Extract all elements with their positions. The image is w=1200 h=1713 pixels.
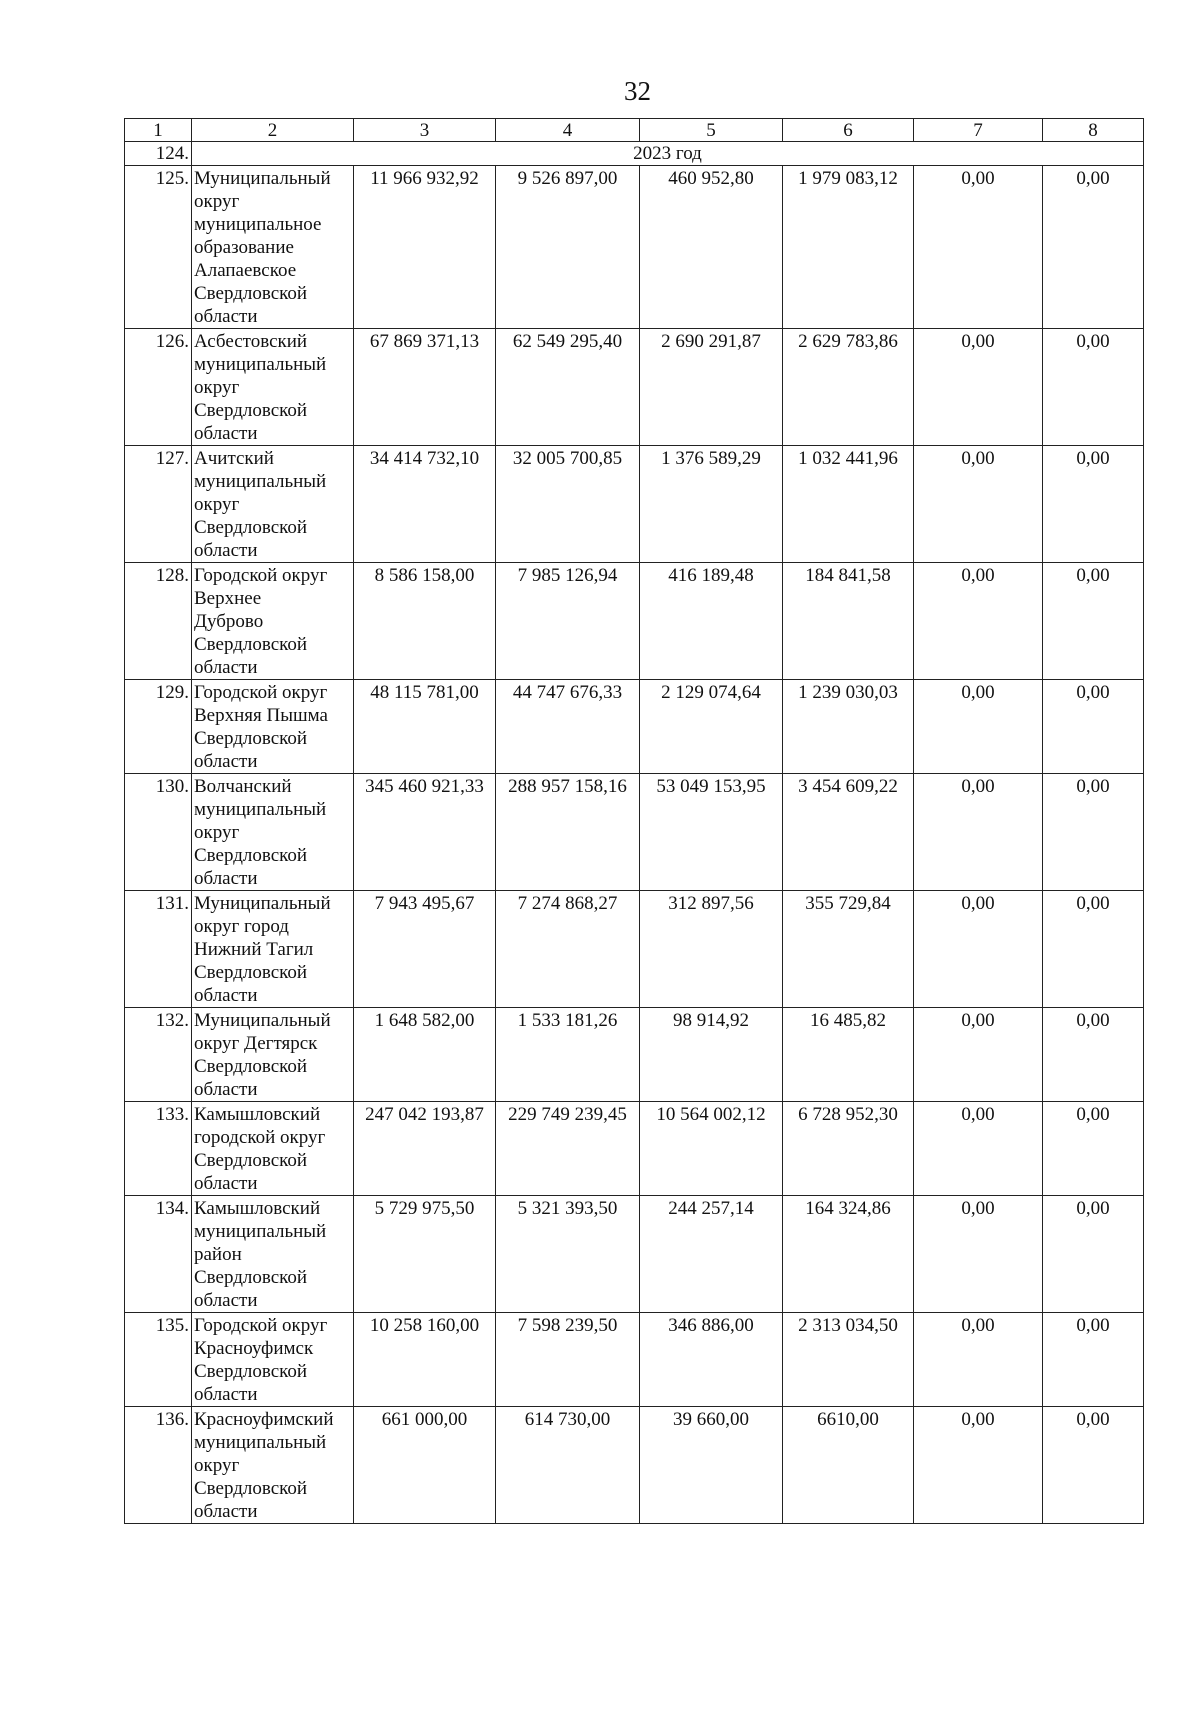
municipality-name-line: Городской округ [194,682,328,703]
value-cell-c7: 0,00 [914,680,1043,774]
municipality-name-line: Муниципальный [194,1010,331,1031]
value-cell-c4: 5 321 393,50 [496,1196,640,1313]
value-cell-c3: 1 648 582,00 [354,1008,496,1102]
value-cell-c5: 39 660,00 [640,1407,783,1524]
value-cell-c7: 0,00 [914,1313,1043,1407]
row-number: 128. [125,563,192,680]
value-cell-c8: 0,00 [1043,166,1144,329]
column-header: 1 [125,119,192,142]
municipality-name-line: Городской округ [194,565,328,586]
municipality-name [192,1196,354,1313]
value-cell-c3: 10 258 160,00 [354,1313,496,1407]
municipality-name-line: округ Дегтярск [194,1033,318,1054]
municipality-name-line: округ [194,377,240,398]
value-cell-c7: 0,00 [914,329,1043,446]
value-cell-c5: 53 049 153,95 [640,774,783,891]
page-number: 32 [624,76,651,106]
value-cell-c8: 0,00 [1043,1102,1144,1196]
row-number: 126. [125,329,192,446]
value-cell-c4: 62 549 295,40 [496,329,640,446]
value-cell-c5: 98 914,92 [640,1008,783,1102]
value-cell-c6: 6 728 952,30 [783,1102,914,1196]
value-cell-c4: 7 274 868,27 [496,891,640,1008]
value-cell-c7: 0,00 [914,1008,1043,1102]
value-cell-c4: 32 005 700,85 [496,446,640,563]
municipality-name-line: области [194,1079,258,1100]
municipality-name [192,891,354,1008]
value-cell-c7: 0,00 [914,563,1043,680]
value-cell-c4: 7 985 126,94 [496,563,640,680]
municipality-name-line: Свердловской [194,283,308,304]
municipality-name [192,1407,354,1524]
municipality-name-line: Ачитский [194,448,274,469]
value-cell-c8: 0,00 [1043,1196,1144,1313]
municipality-name-line: округ [194,1455,240,1476]
municipality-name-line: Красноуфимский [194,1409,334,1430]
municipality-name-line: Верхняя Пышма [194,705,328,726]
municipality-name-line: области [194,423,258,444]
municipality-name-line: области [194,1501,258,1522]
value-cell-c7: 0,00 [914,166,1043,329]
municipality-name-line: Дуброво [194,611,264,632]
column-number-row [125,119,1144,142]
value-cell-c6: 2 313 034,50 [783,1313,914,1407]
municipality-name-line: округ [194,822,240,843]
value-cell-c5: 460 952,80 [640,166,783,329]
column-header: 2 [192,119,354,142]
municipality-name-line: образование [194,237,294,258]
value-cell-c7: 0,00 [914,1196,1043,1313]
municipality-name-line: Свердловской [194,400,308,421]
municipality-name-line: Свердловской [194,1150,308,1171]
municipality-name [192,1313,354,1407]
municipality-name-line: Городской округ [194,1315,328,1336]
row-number: 134. [125,1196,192,1313]
value-cell-c6: 1 032 441,96 [783,446,914,563]
value-cell-c3: 8 586 158,00 [354,563,496,680]
municipality-name-line: муниципальный [194,471,327,492]
row-number: 129. [125,680,192,774]
municipality-name-line: области [194,868,258,889]
table-row [125,680,1144,774]
municipality-name [192,1102,354,1196]
column-header: 8 [1043,119,1144,142]
municipality-name [192,774,354,891]
row-number: 127. [125,446,192,563]
value-cell-c6: 164 324,86 [783,1196,914,1313]
year-label: 2023 год [192,142,1144,166]
value-cell-c5: 2 690 291,87 [640,329,783,446]
value-cell-c8: 0,00 [1043,680,1144,774]
value-cell-c3: 661 000,00 [354,1407,496,1524]
municipality-name [192,329,354,446]
value-cell-c8: 0,00 [1043,1008,1144,1102]
municipality-name [192,1008,354,1102]
municipality-name-line: Свердловской [194,1056,308,1077]
value-cell-c3: 247 042 193,87 [354,1102,496,1196]
row-number: 133. [125,1102,192,1196]
table-row [125,891,1144,1008]
value-cell-c8: 0,00 [1043,1407,1144,1524]
municipality-name-line: Верхнее [194,588,262,609]
municipality-name-line: Красноуфимск [194,1338,314,1359]
municipality-name-line: Нижний Тагил [194,939,314,960]
value-cell-c5: 312 897,56 [640,891,783,1008]
value-cell-c3: 67 869 371,13 [354,329,496,446]
municipality-name-line: Алапаевское [194,260,297,281]
value-cell-c4: 614 730,00 [496,1407,640,1524]
row-number: 136. [125,1407,192,1524]
municipality-name-line: округ [194,494,240,515]
value-cell-c8: 0,00 [1043,891,1144,1008]
municipality-name-line: Свердловской [194,517,308,538]
municipality-name-line: области [194,657,258,678]
municipality-name-line: Свердловской [194,728,308,749]
municipality-name-line: муниципальный [194,1221,327,1242]
value-cell-c6: 2 629 783,86 [783,329,914,446]
row-number: 135. [125,1313,192,1407]
value-cell-c5: 244 257,14 [640,1196,783,1313]
municipality-name-line: области [194,1384,258,1405]
table-row [125,1008,1144,1102]
value-cell-c6: 1 979 083,12 [783,166,914,329]
value-cell-c8: 0,00 [1043,1313,1144,1407]
value-cell-c3: 345 460 921,33 [354,774,496,891]
row-number: 124. [125,142,192,166]
value-cell-c7: 0,00 [914,891,1043,1008]
municipality-name-line: муниципальный [194,1432,327,1453]
municipality-name-line: Муниципальный [194,893,331,914]
value-cell-c3: 5 729 975,50 [354,1196,496,1313]
value-cell-c5: 1 376 589,29 [640,446,783,563]
row-number: 125. [125,166,192,329]
table-row [125,563,1144,680]
municipality-name-line: области [194,1173,258,1194]
municipality-name-line: области [194,1290,258,1311]
value-cell-c6: 355 729,84 [783,891,914,1008]
municipality-name [192,446,354,563]
value-cell-c7: 0,00 [914,446,1043,563]
municipality-name-line: Камышловский [194,1104,321,1125]
value-cell-c4: 7 598 239,50 [496,1313,640,1407]
column-header: 6 [783,119,914,142]
municipality-name-line: Свердловской [194,1478,308,1499]
municipality-name-line: области [194,985,258,1006]
value-cell-c4: 9 526 897,00 [496,166,640,329]
row-number: 132. [125,1008,192,1102]
value-cell-c5: 346 886,00 [640,1313,783,1407]
value-cell-c5: 2 129 074,64 [640,680,783,774]
table-row [125,166,1144,329]
value-cell-c3: 7 943 495,67 [354,891,496,1008]
table-row [125,1313,1144,1407]
municipality-name [192,166,354,329]
value-cell-c7: 0,00 [914,774,1043,891]
table-row [125,446,1144,563]
value-cell-c7: 0,00 [914,1102,1043,1196]
value-cell-c8: 0,00 [1043,563,1144,680]
value-cell-c6: 6610,00 [783,1407,914,1524]
municipality-name-line: Свердловской [194,845,308,866]
value-cell-c4: 1 533 181,26 [496,1008,640,1102]
municipality-name-line: Свердловской [194,962,308,983]
municipality-name-line: район [194,1244,242,1265]
municipality-name-line: муниципальный [194,799,327,820]
municipality-name-line: Свердловской [194,1361,308,1382]
value-cell-c4: 44 747 676,33 [496,680,640,774]
value-cell-c8: 0,00 [1043,774,1144,891]
value-cell-c4: 288 957 158,16 [496,774,640,891]
municipality-name-line: Асбестовский [194,331,308,352]
row-number: 131. [125,891,192,1008]
municipality-name-line: области [194,751,258,772]
table-row [125,1102,1144,1196]
row-number: 130. [125,774,192,891]
value-cell-c8: 0,00 [1043,446,1144,563]
value-cell-c3: 48 115 781,00 [354,680,496,774]
table-row [125,1407,1144,1524]
value-cell-c6: 16 485,82 [783,1008,914,1102]
value-cell-c5: 10 564 002,12 [640,1102,783,1196]
column-header: 7 [914,119,1043,142]
municipality-name-line: городской округ [194,1127,326,1148]
municipality-name-line: округ [194,191,240,212]
municipality-name-line: Муниципальный [194,168,331,189]
year-row [125,142,1144,166]
column-header: 4 [496,119,640,142]
municipality-name-line: области [194,306,258,327]
value-cell-c6: 3 454 609,22 [783,774,914,891]
value-cell-c7: 0,00 [914,1407,1043,1524]
municipality-name [192,680,354,774]
value-cell-c6: 184 841,58 [783,563,914,680]
municipality-name [192,563,354,680]
municipality-name-line: Камышловский [194,1198,321,1219]
column-header: 5 [640,119,783,142]
municipality-name-line: Свердловской [194,1267,308,1288]
value-cell-c3: 34 414 732,10 [354,446,496,563]
municipality-name-line: муниципальный [194,354,327,375]
municipality-name-line: области [194,540,258,561]
column-header: 3 [354,119,496,142]
budget-table [124,118,1144,1524]
table-row [125,329,1144,446]
value-cell-c5: 416 189,48 [640,563,783,680]
municipality-name-line: Свердловской [194,634,308,655]
value-cell-c4: 229 749 239,45 [496,1102,640,1196]
value-cell-c8: 0,00 [1043,329,1144,446]
value-cell-c6: 1 239 030,03 [783,680,914,774]
table-row [125,774,1144,891]
municipality-name-line: муниципальное [194,214,322,235]
table-row [125,1196,1144,1313]
value-cell-c3: 11 966 932,92 [354,166,496,329]
municipality-name-line: округ город [194,916,289,937]
municipality-name-line: Волчанский [194,776,292,797]
